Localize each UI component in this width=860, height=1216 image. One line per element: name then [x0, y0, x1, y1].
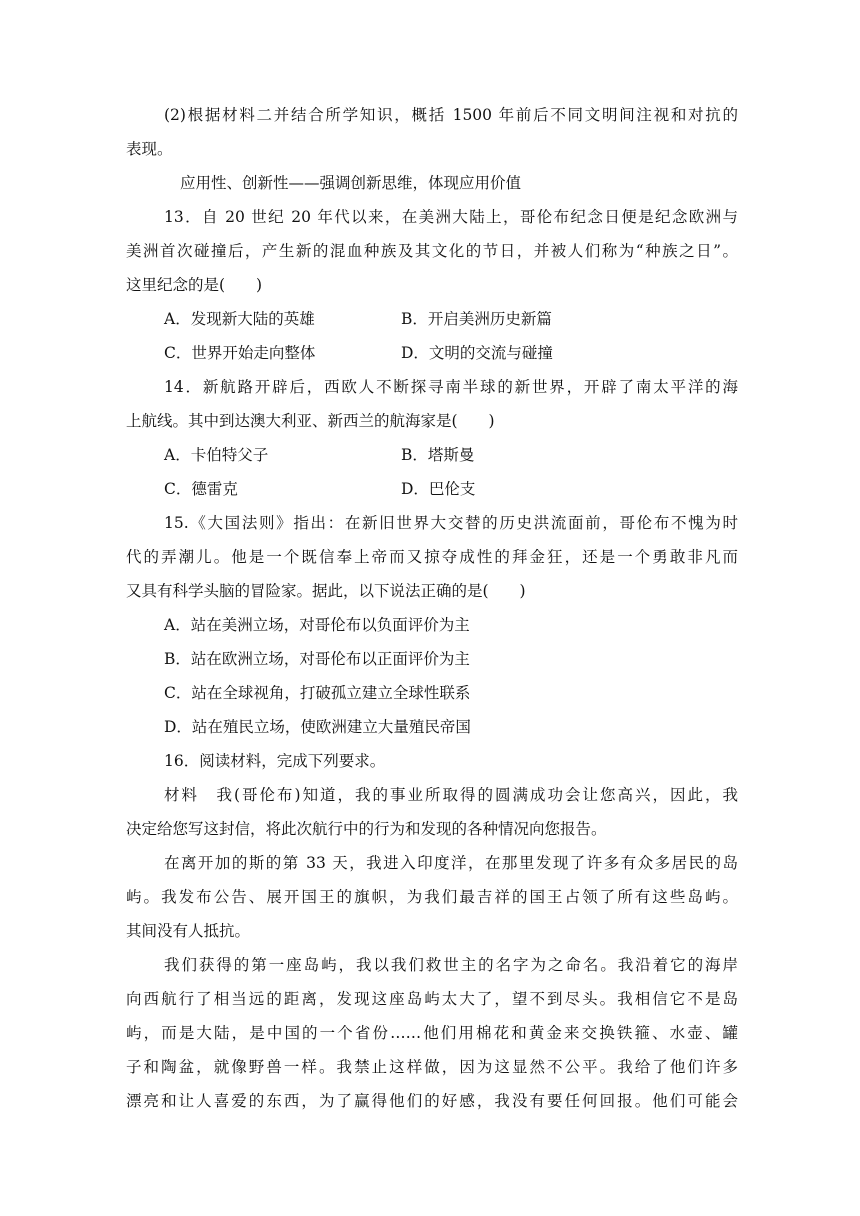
q15-option-c: C．站在全球视角，打破孤立建立全球性联系 — [164, 684, 471, 702]
q13-stem-line2: 美洲首次碰撞后，产生新的混血种族及其文化的节日，并被人们称为“种族之日”。 — [126, 242, 738, 260]
q14-stem-line1: 14．新航路开辟后，西欧人不断探寻南半球的新世界，开辟了南太平洋的海 — [164, 378, 738, 396]
q16-material-line7: 向西航行了相当远的距离，发现这座岛屿太大了，望不到尽头。我相信它不是岛 — [126, 990, 738, 1008]
q16-material-line1: 材料 我(哥伦布)知道，我的事业所取得的圆满成功会让您高兴，因此，我 — [164, 786, 738, 804]
q16-material-line2: 决定给您写这封信，将此次航行中的行为和发现的各种情况向您报告。 — [126, 820, 607, 838]
q15-option-b: B．站在欧洲立场，对哥伦布以正面评价为主 — [164, 650, 470, 668]
q15-stem-line3: 又具有科学头脑的冒险家。据此，以下说法正确的是( ) — [126, 582, 526, 600]
q16-material-line10: 漂亮和让人喜爱的东西，为了赢得他们的好感，我没有要任何回报。他们可能会 — [126, 1092, 738, 1110]
q16-material-line8: 屿，而是大陆，是中国的一个省份……他们用棉花和黄金来交换铁箍、水壶、罐 — [126, 1024, 738, 1042]
q13-option-b: B．开启美洲历史新篇 — [401, 310, 552, 328]
q15-option-d: D．站在殖民立场，使欧洲建立大量殖民帝国 — [164, 718, 471, 736]
q12-part2-line1: (2)根据材料二并结合所学知识，概括 1500 年前后不同文明间注视和对抗的 — [164, 106, 738, 124]
section-header: 应用性、创新性——强调创新思维，体现应用价值 — [180, 174, 522, 192]
q16-material-line3: 在离开加的斯的第 33 天，我进入印度洋，在那里发现了许多有众多居民的岛 — [164, 854, 738, 872]
q14-option-b: B．塔斯曼 — [401, 446, 475, 464]
q13-option-c: C．世界开始走向整体 — [164, 344, 316, 362]
q15-stem-line2: 代的弄潮儿。他是一个既信奉上帝而又掠夺成性的拜金狂，还是一个勇敢非凡而 — [126, 548, 738, 566]
q14-option-c: C．德雷克 — [164, 480, 238, 498]
q14-stem-line2: 上航线。其中到达澳大利亚、新西兰的航海家是( ) — [126, 412, 495, 430]
q13-stem-line3: 这里纪念的是( ) — [126, 276, 263, 294]
q16-material-line4: 屿。我发布公告、展开国王的旗帜，为我们最吉祥的国王占领了所有这些岛屿。 — [126, 888, 738, 906]
q16-material-line6: 我们获得的第一座岛屿，我以我们救世主的名字为之命名。我沿着它的海岸 — [164, 956, 738, 974]
q15-option-a: A．站在美洲立场，对哥伦布以负面评价为主 — [164, 616, 470, 634]
q12-part2-line2: 表现。 — [126, 140, 173, 158]
q14-option-d: D．巴伦支 — [401, 480, 476, 498]
q14-option-a: A．卡伯特父子 — [164, 446, 269, 464]
q16-stem: 16．阅读材料，完成下列要求。 — [164, 752, 386, 770]
q16-material-line9: 子和陶盆，就像野兽一样。我禁止这样做，因为这显然不公平。我给了他们许多 — [126, 1058, 738, 1076]
q13-option-a: A．发现新大陆的英雄 — [164, 310, 315, 328]
q13-option-d: D．文明的交流与碰撞 — [401, 344, 553, 362]
q13-stem-line1: 13．自 20 世纪 20 年代以来，在美洲大陆上，哥伦布纪念日便是纪念欧洲与 — [164, 208, 738, 226]
q15-stem-line1: 15.《大国法则》指出：在新旧世界大交替的历史洪流面前，哥伦布不愧为时 — [164, 514, 738, 532]
q16-material-line5: 其间没有人抵抗。 — [126, 922, 251, 940]
